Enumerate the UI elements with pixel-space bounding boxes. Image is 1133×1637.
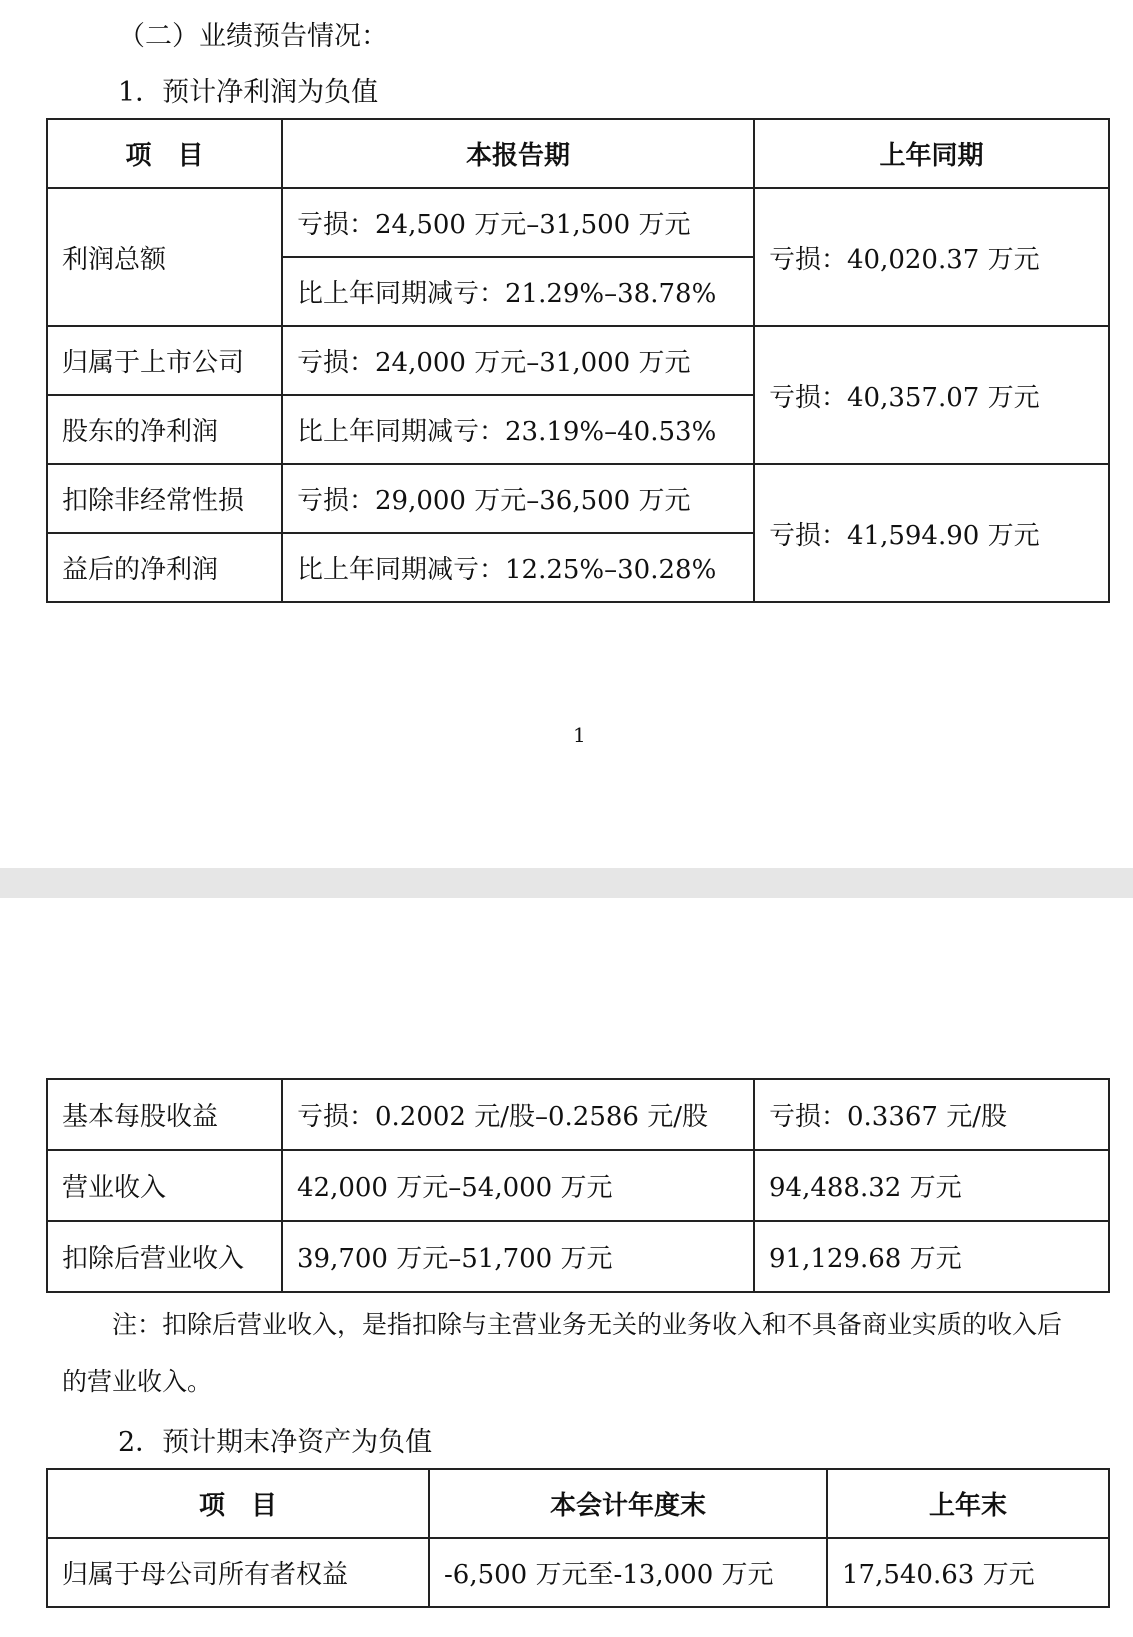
table-header-row [47, 119, 1109, 188]
row-label-cont: 股东的净利润 [47, 395, 282, 464]
current-cell: -6,500 万元至-13,000 万元 [429, 1538, 827, 1607]
row-label: 扣除非经常性损 [47, 464, 282, 533]
table-row [47, 1538, 1109, 1607]
table-row [47, 1221, 1109, 1292]
header-current-period: 本报告期 [282, 119, 754, 188]
header-current-year-end: 本会计年度末 [429, 1469, 827, 1538]
header-item: 项 目 [47, 119, 282, 188]
change-cell: 比上年同期减亏：23.19%–40.53% [282, 395, 754, 464]
range-cell: 亏损：24,000 万元–31,000 万元 [282, 326, 754, 395]
current-cell: 42,000 万元–54,000 万元 [282, 1150, 754, 1221]
item1-title: 1．预计净利润为负值 [118, 77, 379, 108]
prior-cell: 亏损：41,594.90 万元 [754, 464, 1109, 602]
row-label-text: 利润总额 [62, 244, 167, 275]
header-item: 项 目 [47, 1469, 429, 1538]
table-row [47, 464, 1109, 533]
range-cell: 亏损：24,500 万元–31,500 万元 [282, 188, 754, 257]
row-label [47, 188, 282, 326]
eps-revenue-table [46, 1078, 1110, 1293]
current-cell: 亏损：0.2002 元/股–0.2586 元/股 [282, 1079, 754, 1150]
change-cell: 比上年同期减亏：21.29%–38.78% [282, 257, 754, 326]
net-profit-table [46, 118, 1110, 603]
page-gap [0, 868, 1133, 898]
row-label: 归属于母公司所有者权益 [47, 1538, 429, 1607]
prior-cell: 91,129.68 万元 [754, 1221, 1109, 1292]
section-title: （二）业绩预告情况： [118, 21, 388, 52]
row-label: 营业收入 [47, 1150, 282, 1221]
row-label: 扣除后营业收入 [47, 1221, 282, 1292]
table-row [47, 326, 1109, 395]
row-label: 基本每股收益 [47, 1079, 282, 1150]
range-cell: 亏损：29,000 万元–36,500 万元 [282, 464, 754, 533]
prior-cell: 亏损：40,357.07 万元 [754, 326, 1109, 464]
table-row [47, 1079, 1109, 1150]
row-label-cont: 益后的净利润 [47, 533, 282, 602]
change-cell: 比上年同期减亏：12.25%–30.28% [282, 533, 754, 602]
page-number: 1 [573, 723, 586, 747]
prior-cell: 17,540.63 万元 [827, 1538, 1109, 1607]
net-assets-table [46, 1468, 1110, 1608]
current-cell: 39,700 万元–51,700 万元 [282, 1221, 754, 1292]
prior-cell: 亏损：0.3367 元/股 [754, 1079, 1109, 1150]
note-line-2: 的营业收入。 [62, 1367, 213, 1396]
note-line-1: 注：扣除后营业收入，是指扣除与主营业务无关的业务收入和不具备商业实质的收入后 [112, 1310, 1063, 1339]
item2-title: 2．预计期末净资产为负值 [118, 1427, 433, 1458]
prior-cell: 94,488.32 万元 [754, 1150, 1109, 1221]
header-prior-year-end: 上年末 [827, 1469, 1109, 1538]
table-row [47, 1150, 1109, 1221]
prior-cell: 亏损：40,020.37 万元 [754, 188, 1109, 326]
table-row [47, 188, 1109, 257]
header-prior-period: 上年同期 [754, 119, 1109, 188]
row-label: 归属于上市公司 [47, 326, 282, 395]
table-header-row [47, 1469, 1109, 1538]
